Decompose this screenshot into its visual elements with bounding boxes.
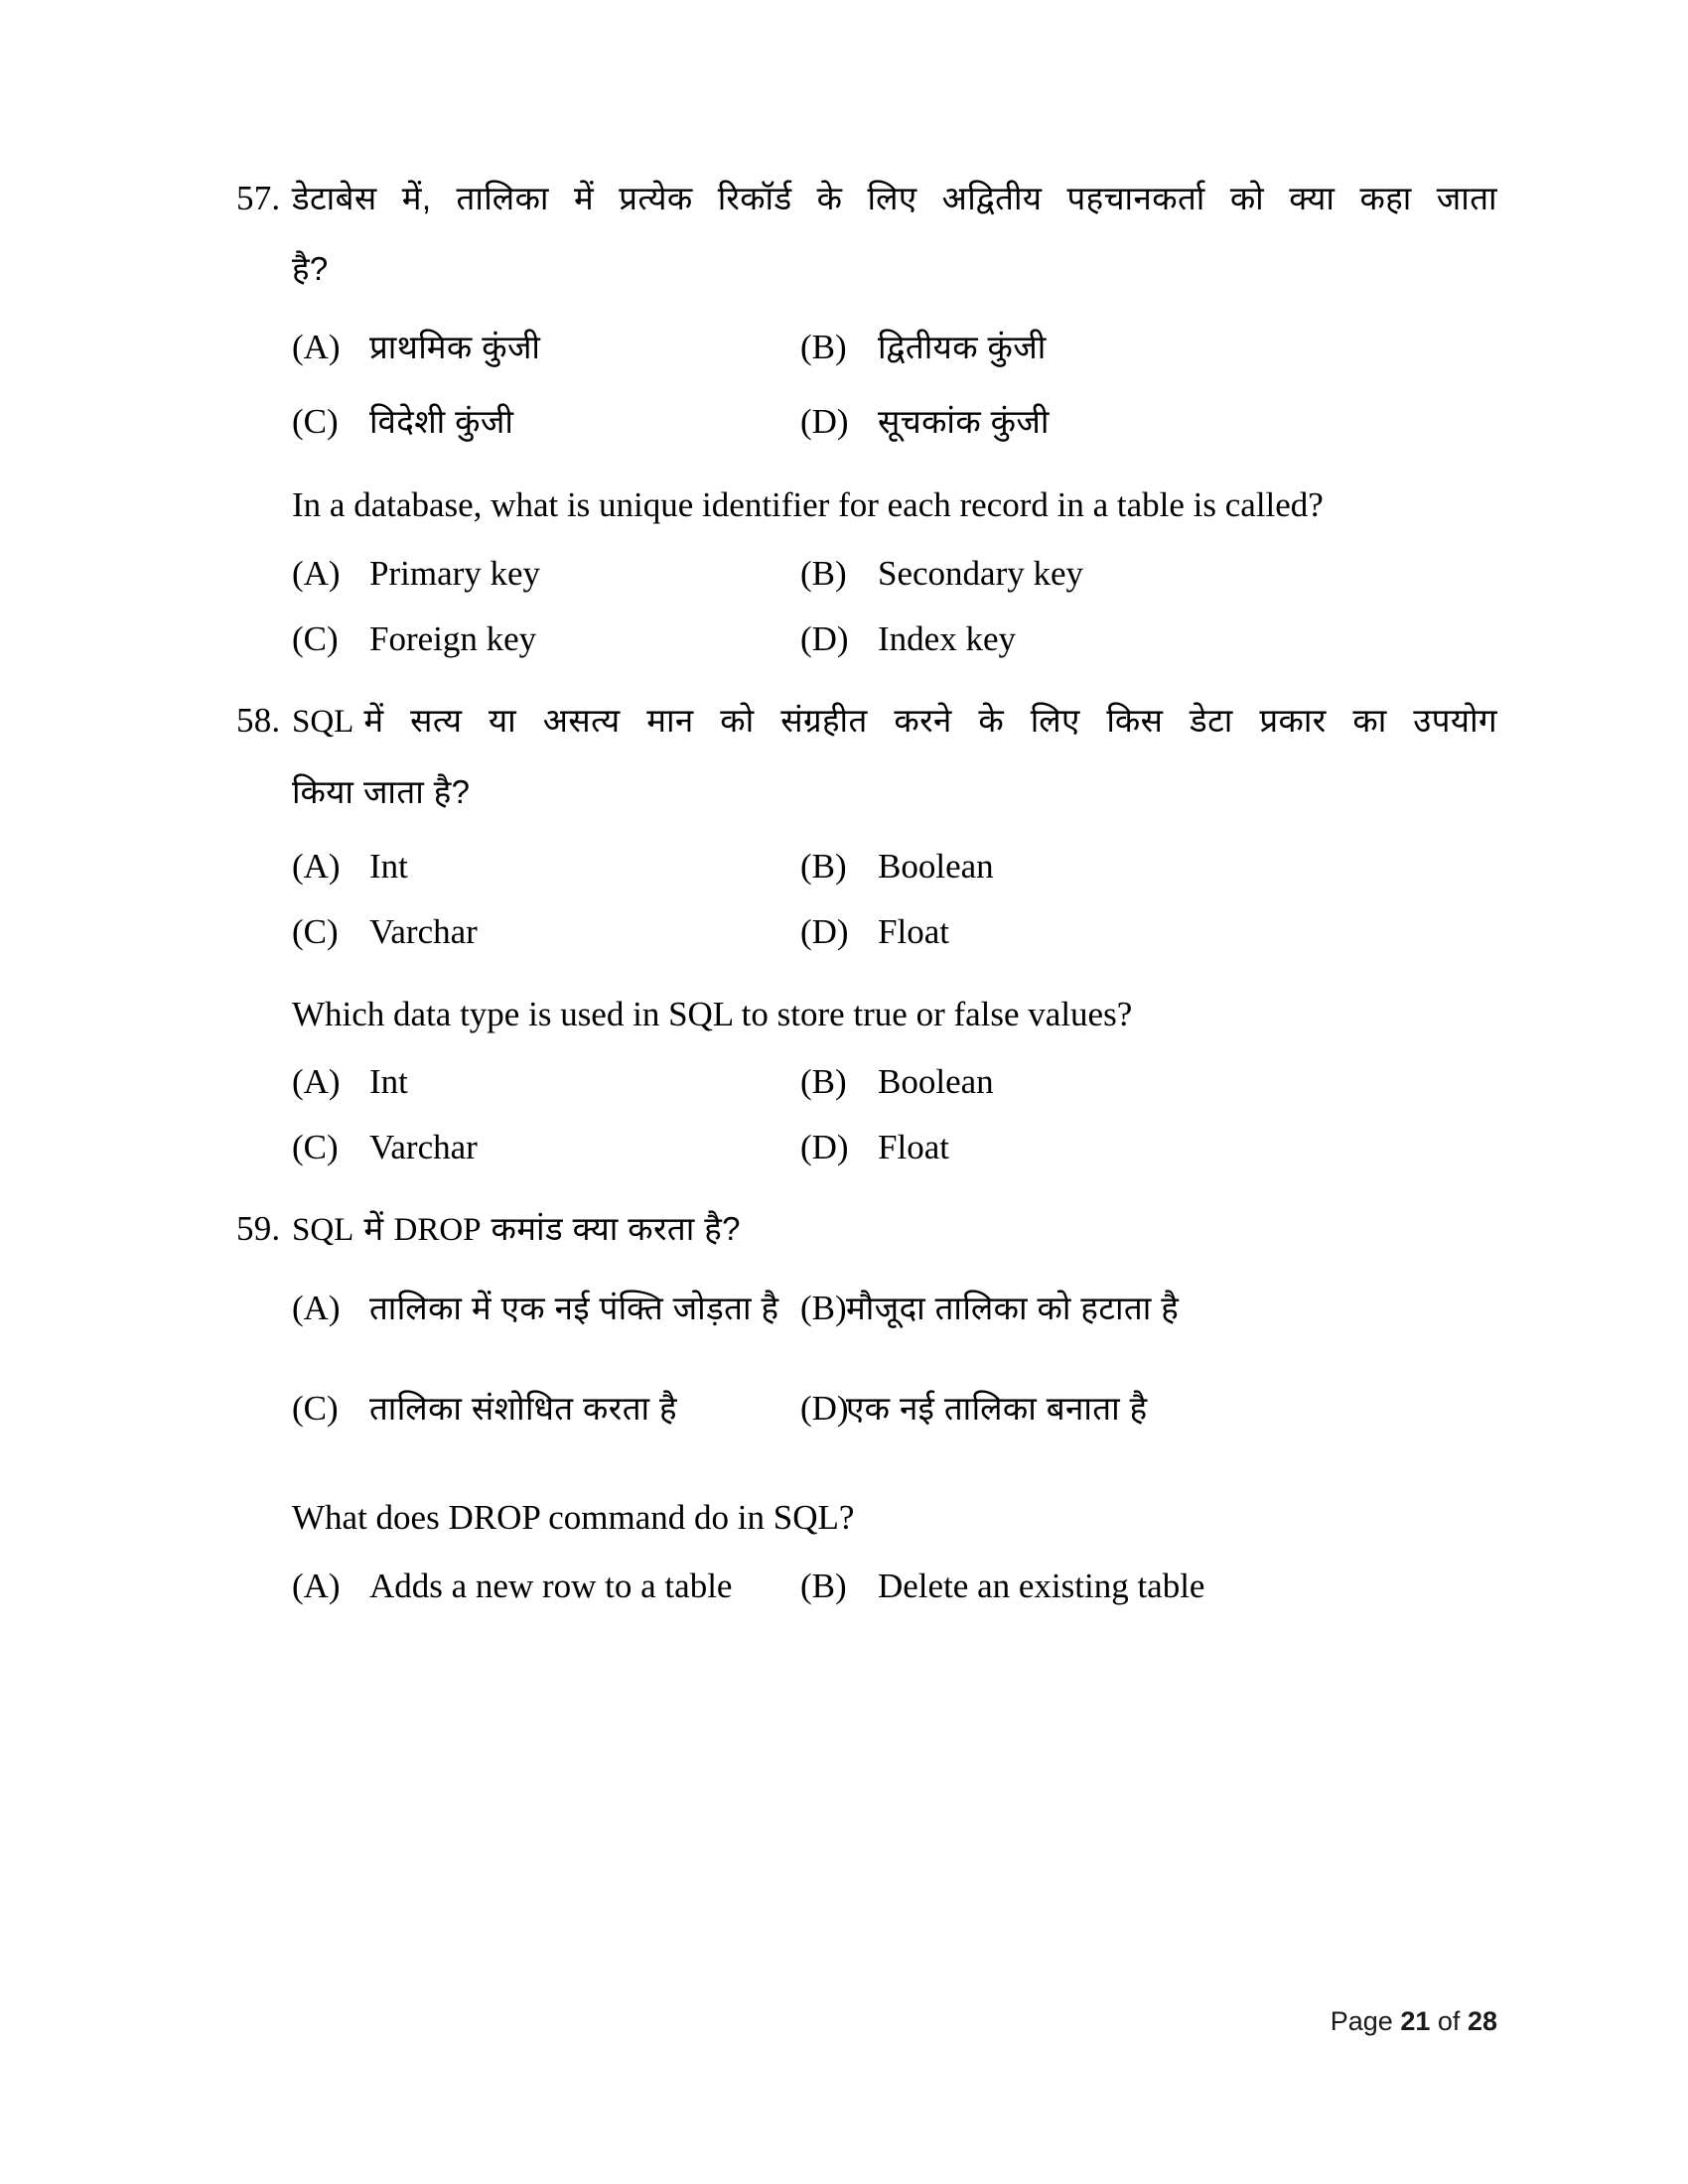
option-c-label: (C) (292, 618, 339, 658)
option-c[interactable] (292, 912, 800, 952)
question-59-hindi-mid: में (363, 1210, 384, 1248)
question-59-sql-keyword: SQL (292, 1212, 354, 1249)
question-59-hindi-text (292, 1207, 1497, 1251)
question-58-hindi-text-line-1 (292, 699, 1497, 743)
option-row (292, 1128, 1497, 1167)
page-content (236, 177, 1497, 1606)
option-c-label: (C) (292, 1128, 339, 1167)
option-b-label: (B) (800, 846, 847, 886)
option-b[interactable] (800, 324, 1497, 368)
question-57-stem-line-1 (236, 177, 1497, 219)
page-footer (1331, 2006, 1497, 2037)
question-57-hindi-text-line-2: है? (292, 250, 329, 288)
option-row (292, 1285, 1497, 1329)
option-a-label: (A) (292, 1062, 341, 1102)
option-row (292, 554, 1497, 594)
option-a-text: Adds a new row to a table (369, 1566, 733, 1605)
option-a-label: (A) (292, 846, 341, 886)
option-a[interactable] (292, 847, 800, 887)
question-57 (236, 177, 1497, 659)
option-b-label: (B) (800, 1062, 847, 1102)
option-c-text: Foreign key (369, 618, 537, 658)
footer-page-label: Page (1330, 2006, 1393, 2036)
option-b[interactable] (800, 1285, 1497, 1329)
option-b-label: (B) (800, 553, 847, 593)
option-c-label: (C) (292, 402, 339, 442)
footer-current-page: 21 (1400, 2006, 1431, 2036)
question-59-english-options (292, 1567, 1497, 1606)
question-59-hindi-options (292, 1285, 1497, 1430)
option-d-label: (D) (800, 1389, 849, 1429)
option-d-label: (D) (800, 911, 849, 951)
option-b[interactable] (800, 847, 1497, 887)
option-a-text: प्राथमिक कुंजी (369, 329, 541, 366)
option-a-label: (A) (292, 553, 341, 593)
question-57-hindi-text-line-1: डेटाबेस में, तालिका में प्रत्येक रिकॉर्ड के लिए अद्वितीय पहचानकर्ता को क्या कहा जाता (292, 180, 1497, 216)
option-d-text: एक नई तालिका बनाता है (846, 1390, 1148, 1428)
question-58-hindi-text-line-2: किया जाता है? (292, 772, 471, 810)
option-b-text: द्वितीयक कुंजी (878, 329, 1047, 366)
question-57-number: 57. (236, 179, 281, 217)
option-c-text: Varchar (369, 1128, 478, 1167)
question-59-hindi-suffix: कमांड क्या करता है? (491, 1210, 741, 1248)
question-58 (236, 699, 1497, 1167)
option-row (292, 324, 1497, 368)
option-b[interactable] (800, 1062, 1497, 1102)
option-a-text: Int (369, 846, 408, 886)
question-59 (236, 1207, 1497, 1605)
question-57-english-stem: In a database, what is unique identifier for each record in a table is called? (292, 485, 1324, 525)
option-row (292, 398, 1497, 443)
question-58-hindi-body: में सत्य या असत्य मान को संग्रहीत करने के लिए किस डेटा प्रकार का उपयोग (363, 701, 1497, 739)
question-59-drop-keyword: DROP (393, 1212, 482, 1249)
option-c[interactable] (292, 398, 800, 443)
option-b-label: (B) (800, 1289, 847, 1328)
question-58-sql-keyword: SQL (292, 703, 354, 740)
option-a[interactable] (292, 1285, 800, 1329)
question-57-hindi-options (292, 324, 1497, 443)
option-b-text: Delete an existing table (878, 1566, 1205, 1605)
option-d-text: Index key (878, 618, 1016, 658)
option-b-text: मौजूदा तालिका को हटाता है (846, 1290, 1180, 1327)
option-a-label: (A) (292, 1566, 341, 1605)
option-a-label: (A) (292, 328, 341, 367)
option-d-text: सूचकांक कुंजी (878, 403, 1050, 441)
option-d[interactable] (800, 619, 1497, 659)
option-d[interactable] (800, 398, 1497, 443)
option-b-label: (B) (800, 328, 847, 367)
option-a-text: तालिका में एक नई पंक्ति जोड़ता है (369, 1290, 779, 1327)
option-a-text: Primary key (369, 553, 541, 593)
option-c-text: तालिका संशोधित करता है (369, 1390, 677, 1428)
question-58-english-options (292, 1062, 1497, 1167)
option-d[interactable] (800, 1128, 1497, 1167)
option-a-text: Int (369, 1062, 408, 1102)
option-b-text: Boolean (878, 846, 994, 886)
footer-total-pages: 28 (1467, 2006, 1497, 2036)
question-59-number: 59. (236, 1209, 281, 1249)
option-c-label: (C) (292, 1389, 339, 1429)
question-57-english-options (292, 554, 1497, 659)
option-a[interactable] (292, 1567, 800, 1606)
option-row (292, 619, 1497, 659)
option-d-label: (D) (800, 618, 849, 658)
option-a[interactable] (292, 324, 800, 368)
question-59-stem-line-1 (236, 1207, 1497, 1251)
option-b[interactable] (800, 554, 1497, 594)
option-b-text: Boolean (878, 1062, 994, 1102)
option-c[interactable] (292, 619, 800, 659)
option-row (292, 1385, 1497, 1430)
question-58-number: 58. (236, 700, 281, 740)
option-d-text: Float (878, 911, 949, 951)
option-d[interactable] (800, 1385, 1497, 1430)
footer-of-label: of (1437, 2006, 1461, 2036)
option-a-label: (A) (292, 1289, 341, 1328)
option-a[interactable] (292, 554, 800, 594)
option-d-text: Float (878, 1128, 949, 1167)
question-58-stem-line-1 (236, 699, 1497, 743)
option-row (292, 847, 1497, 887)
question-58-english-stem: Which data type is used in SQL to store true or false values? (292, 994, 1133, 1033)
option-b-label: (B) (800, 1566, 847, 1605)
option-c-label: (C) (292, 911, 339, 951)
option-b-text: Secondary key (878, 553, 1084, 593)
option-d-label: (D) (800, 402, 849, 442)
option-c[interactable] (292, 1385, 800, 1430)
question-59-english-stem: What does DROP command do in SQL? (292, 1498, 855, 1538)
option-row (292, 1567, 1497, 1606)
option-c-text: विदेशी कुंजी (369, 403, 514, 441)
option-row (292, 1062, 1497, 1102)
option-c[interactable] (292, 1128, 800, 1167)
option-d-label: (D) (800, 1128, 849, 1167)
option-a[interactable] (292, 1062, 800, 1102)
option-b[interactable] (800, 1567, 1497, 1606)
option-row (292, 912, 1497, 952)
question-58-hindi-options (292, 847, 1497, 952)
option-d[interactable] (800, 912, 1497, 952)
option-c-text: Varchar (369, 911, 478, 951)
